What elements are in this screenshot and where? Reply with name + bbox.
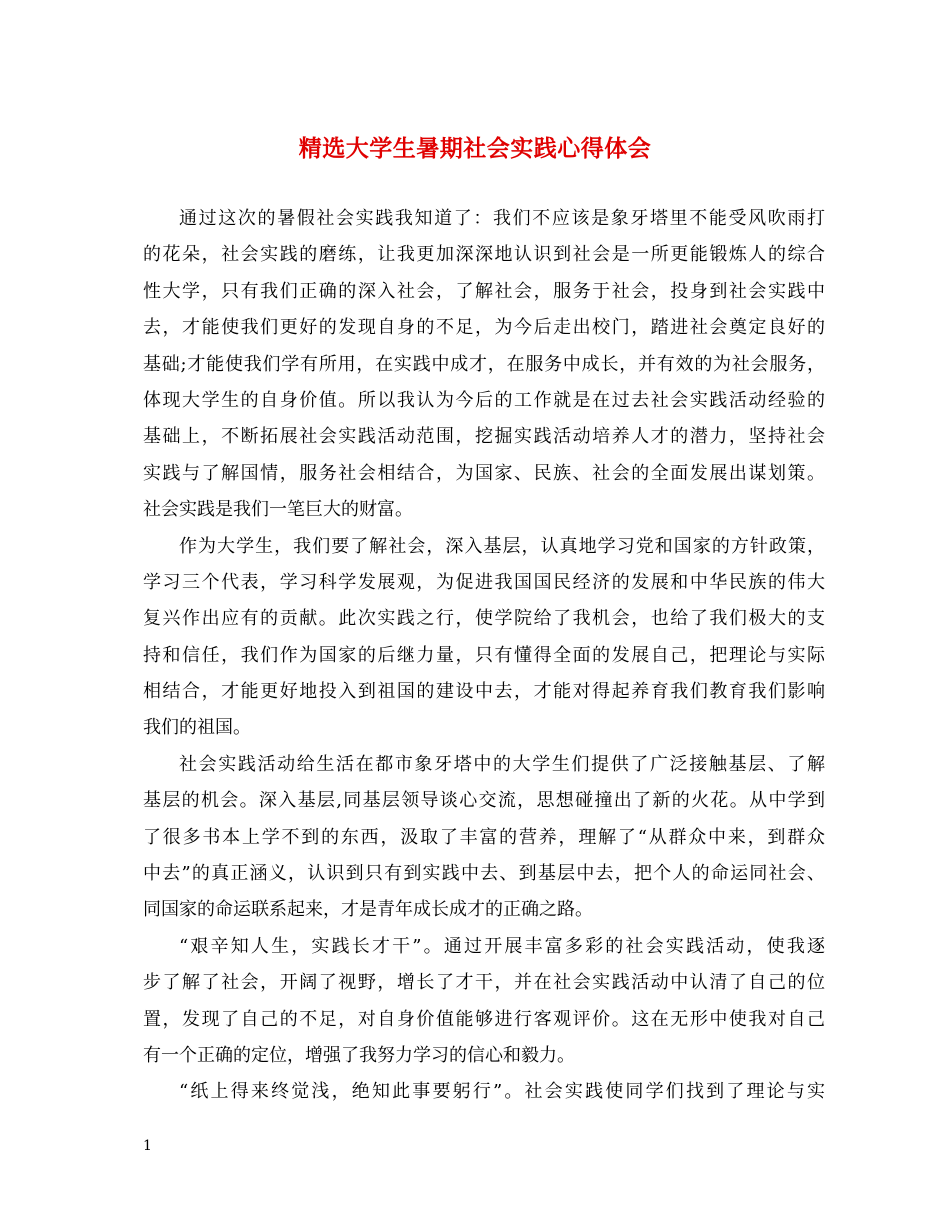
paragraph-line: 去，才能使我们更好的发现自身的不足，为今后走出校门，踏进社会奠定良好的 <box>143 317 825 339</box>
paragraph-line: “纸上得来终觉浅，绝知此事要躬行”。社会实践使同学们找到了理论与实 <box>179 1081 825 1103</box>
paragraph-line: 基层的机会。深入基层,同基层领导谈心交流，思想碰撞出了新的火花。从中学到 <box>143 790 825 812</box>
paragraph-line: 置，发现了自己的不足，对自身价值能够进行客观评价。这在无形中使我对自己 <box>143 1008 825 1030</box>
paragraph-line: 相结合，才能更好地投入到祖国的建设中去，才能对得起养育我们教育我们影响 <box>143 681 825 703</box>
page-number: 1 <box>143 1138 152 1154</box>
paragraph-line: 实践与了解国情，服务社会相结合，为国家、民族、社会的全面发展出谋划策。 <box>143 462 825 484</box>
paragraph <box>143 929 825 1075</box>
paragraph <box>143 529 825 747</box>
paragraph-line: 基础;才能使我们学有所用，在实践中成才，在服务中成长，并有效的为社会服务， <box>143 353 825 375</box>
paragraph-line: 性大学，只有我们正确的深入社会，了解社会，服务于社会，投身到社会实践中 <box>143 280 825 302</box>
paragraph-line: 作为大学生，我们要了解社会，深入基层，认真地学习党和国家的方针政策， <box>179 535 825 557</box>
paragraph <box>143 1074 825 1110</box>
paragraph-line: 通过这次的暑假社会实践我知道了：我们不应该是象牙塔里不能受风吹雨打 <box>179 208 825 229</box>
paragraph-line: 基础上，不断拓展社会实践活动范围，挖掘实践活动培养人才的潜力，坚持社会 <box>143 426 825 448</box>
paragraph-line: 同国家的命运联系起来，才是青年成长成才的正确之路。 <box>143 899 593 921</box>
paragraph-line: 学习三个代表，学习科学发展观，为促进我国国民经济的发展和中华民族的伟大 <box>143 571 825 593</box>
paragraph-line: 我们的祖国。 <box>143 717 251 739</box>
document-title: 精选大学生暑期社会实践心得体会 <box>298 135 652 162</box>
paragraph-line: 的花朵，社会实践的磨练，让我更加深深地认识到社会是一所更能锻炼人的综合 <box>143 244 825 266</box>
paragraph-line: 中去”的真正涵义，认识到只有到实践中去、到基层中去，把个人的命运同社会、 <box>143 863 825 885</box>
paragraph-line: 体现大学生的自身价值。所以我认为今后的工作就是在过去社会实践活动经验的 <box>143 389 825 411</box>
paragraph-line: 社会实践是我们一笔巨大的财富。 <box>143 499 413 521</box>
paragraph-line: 持和信任，我们作为国家的后继力量，只有懂得全面的发展自己，把理论与实际 <box>143 644 825 666</box>
paragraph-line: “艰辛知人生，实践长才干”。通过开展丰富多彩的社会实践活动，使我逐 <box>179 935 825 957</box>
paragraph-line: 步了解了社会，开阔了视野，增长了才干，并在社会实践活动中认清了自己的位 <box>143 972 825 994</box>
paragraph-line: 社会实践活动给生活在都市象牙塔中的大学生们提供了广泛接触基层、了解 <box>179 753 825 775</box>
paragraph <box>143 747 825 929</box>
paragraph-line: 了很多书本上学不到的东西，汲取了丰富的营养，理解了“从群众中来，到群众 <box>143 826 825 848</box>
paragraph <box>143 201 825 529</box>
document-body <box>143 201 825 1111</box>
paragraph-line: 复兴作出应有的贡献。此次实践之行，使学院给了我机会，也给了我们极大的支 <box>143 608 825 630</box>
paragraph-line: 有一个正确的定位，增强了我努力学习的信心和毅力。 <box>143 1044 575 1066</box>
